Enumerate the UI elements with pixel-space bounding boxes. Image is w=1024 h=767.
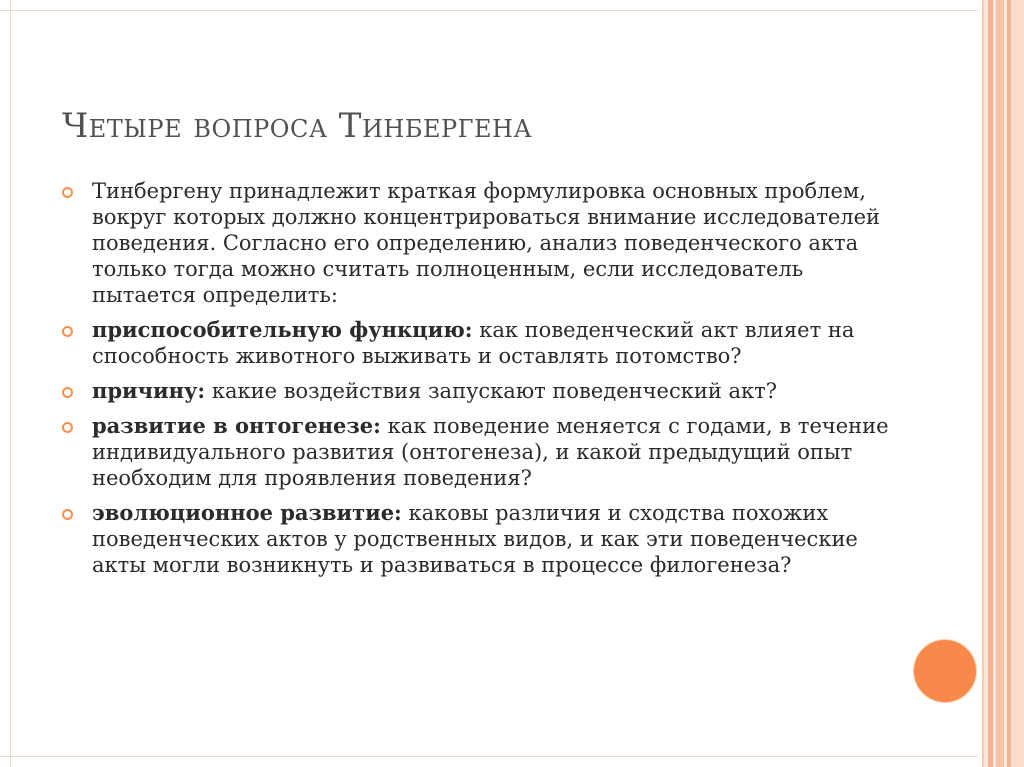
bullet-text: как поведение меняется с годами, в течение индивидуального развития (онтогенеза), и какой предыдущий опыт необходим для проявления поведения? [92, 414, 889, 490]
bullet-text: какие воздействия запускают поведенческий акт? [205, 379, 778, 403]
bullet-item [62, 378, 897, 404]
frame-line-left [10, 0, 11, 767]
bullet-text: как поведенческий акт влияет на способность животного выживать и оставлять потомство? [92, 318, 855, 368]
decorative-circle [914, 640, 976, 702]
bullet-circle-icon [62, 187, 73, 198]
frame-line-bottom [0, 756, 978, 757]
bullet-item [62, 178, 897, 308]
frame-line-top [0, 10, 978, 11]
bullet-text: Тинбергену принадлежит краткая формулировка основных проблем, вокруг которых должно концентрироваться внимание исследователей поведения. Согласно его определению, анализ поведенческого акта только тогда можно считать полноценным, если исследователь пытается определить: [92, 179, 881, 307]
bullet-text: каковы различия и сходства похожих поведенческих актов у родственных видов, и как эти поведенческие акты могли возникнуть и развиваться в процессе филогенеза? [92, 501, 858, 577]
bullet-item [62, 317, 897, 369]
bullet-circle-icon [62, 422, 73, 433]
bullet-item [62, 413, 897, 491]
bullet-list [62, 178, 897, 587]
bullet-circle-icon [62, 509, 73, 520]
slide-title: Четыре вопроса Тинбергена [62, 106, 533, 146]
bullet-term: приспособительную функцию: [92, 317, 473, 342]
decorative-stripes [978, 0, 1024, 767]
bullet-term: причину: [92, 378, 206, 403]
bullet-term: эволюционное развитие: [92, 500, 402, 525]
bullet-term: развитие в онтогенезе: [92, 413, 381, 438]
bullet-circle-icon [62, 326, 73, 337]
bullet-circle-icon [62, 387, 73, 398]
bullet-item [62, 500, 897, 578]
